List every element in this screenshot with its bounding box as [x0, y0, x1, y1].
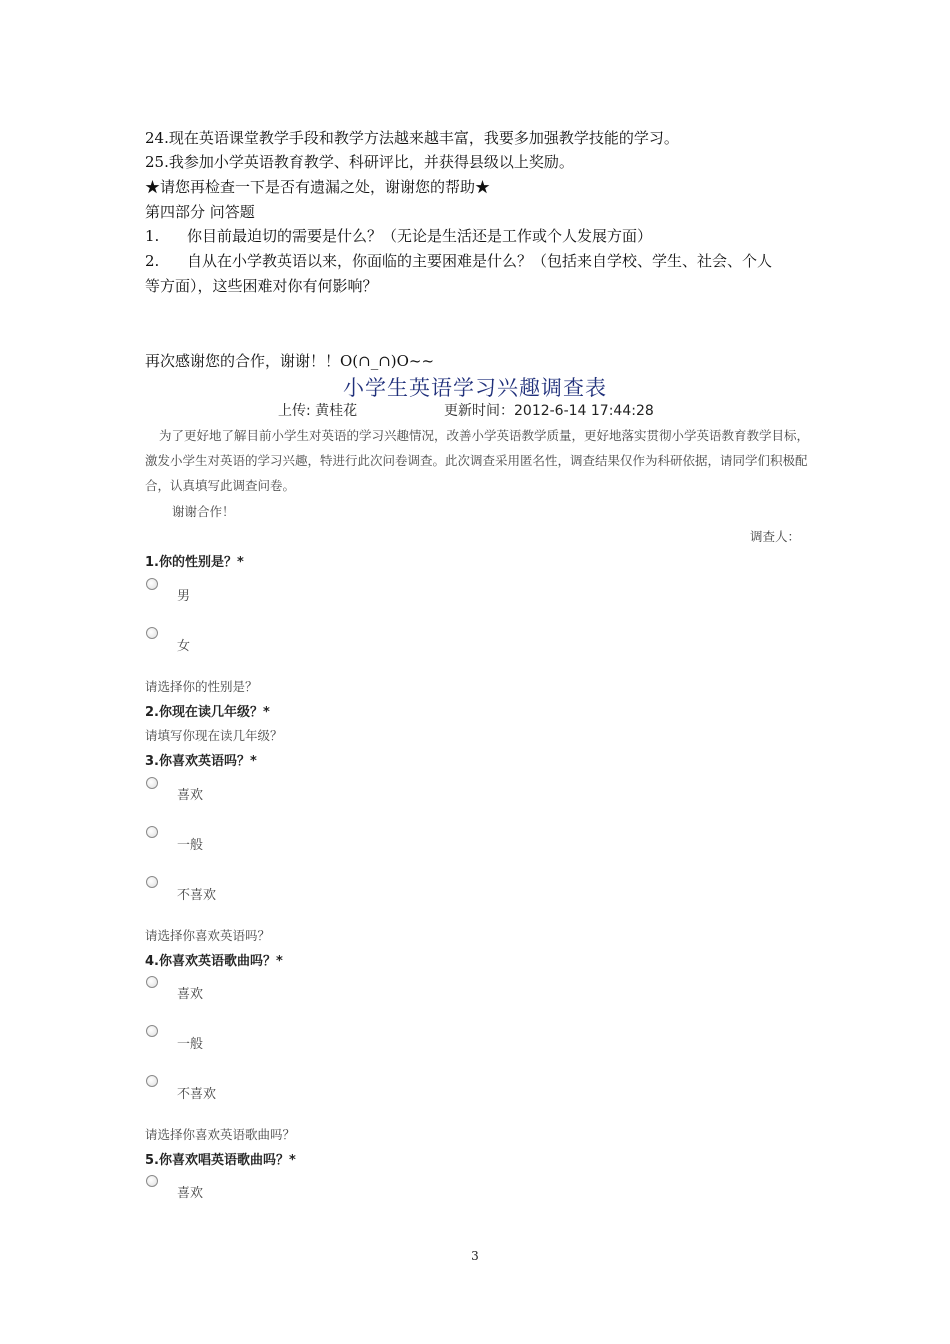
survey-title: 小学生英语学习兴趣调查表 — [343, 376, 607, 400]
check-reminder: ★请您再检查一下是否有遗漏之处，谢谢您的帮助★ — [145, 178, 491, 196]
radio-female[interactable] — [146, 627, 158, 639]
option-female-label: 女 — [177, 639, 191, 654]
part-four-heading: 第四部分 问答题 — [145, 203, 255, 221]
uploader: 上传: 黄桂花 — [278, 403, 358, 419]
option-q4-like-label: 喜欢 — [177, 987, 204, 1002]
option-q4-dislike-label: 不喜欢 — [177, 1087, 217, 1102]
option-male-label: 男 — [177, 589, 191, 604]
open-question-2 — [145, 249, 772, 273]
option-q4-neutral-label: 一般 — [177, 1037, 204, 1052]
open-question-2-continued: 等方面），这些困难对你有何影响？ — [145, 277, 378, 295]
option-q3-neutral-label: 一般 — [177, 838, 204, 853]
question-4-label: 4.你喜欢英语歌曲吗？* — [145, 954, 283, 969]
question-text: 你目前最迫切的需要是什么？（无论是生活还是工作或个人发展方面） — [187, 227, 653, 245]
question-text: 自从在小学教英语以来，你面临的主要困难是什么？（包括来自学校、学生、社会、个人 — [187, 252, 773, 270]
question-2-hint: 请填写你现在读几年级？ — [145, 728, 283, 743]
thanks-line: 再次感谢您的合作，谢谢！！O(∩_∩)O~~ — [145, 352, 435, 370]
question-3-label: 3.你喜欢英语吗？* — [145, 754, 257, 769]
radio-q3-dislike[interactable] — [146, 876, 158, 888]
question-1-hint: 请选择你的性别是？ — [145, 679, 258, 694]
survey-intro: 为了更好地了解目前小学生对英语的学习兴趣情况，改善小学英语教学质量，更好地落实贯彻小学英语教育教学目标，激发小学生对英语的学习兴趣，特进行此次问卷调查。此次调查采用匿名性，调查结果仅作为科研依据，请同学们积极配合，认真填写此调查问卷。 — [145, 428, 810, 493]
question-4-hint: 请选择你喜欢英语歌曲吗？ — [145, 1127, 296, 1142]
item-24: 24.现在英语课堂教学手段和教学方法越来越丰富，我要多加强教学技能的学习。 — [145, 129, 679, 147]
question-number: 2. — [145, 252, 160, 270]
option-q5-like-label: 喜欢 — [177, 1186, 204, 1201]
question-number: 1. — [145, 227, 160, 245]
surveyor-label: 调查人： — [750, 529, 801, 544]
page-number: 3 — [471, 1249, 479, 1263]
radio-q4-neutral[interactable] — [146, 1025, 158, 1037]
question-3-hint: 请选择你喜欢英语吗？ — [145, 928, 271, 943]
question-5-label: 5.你喜欢唱英语歌曲吗？* — [145, 1153, 296, 1168]
question-1-label: 1.你的性别是？* — [145, 555, 244, 570]
option-q3-dislike-label: 不喜欢 — [177, 888, 217, 903]
update-time: 更新时间：2012-6-14 17:44:28 — [444, 403, 654, 419]
radio-male[interactable] — [146, 578, 158, 590]
option-q3-like-label: 喜欢 — [177, 788, 204, 803]
question-2-label: 2.你现在读几年级？* — [145, 705, 270, 720]
radio-q4-like[interactable] — [146, 976, 158, 988]
radio-q3-neutral[interactable] — [146, 826, 158, 838]
radio-q4-dislike[interactable] — [146, 1075, 158, 1087]
radio-q3-like[interactable] — [146, 777, 158, 789]
thank-you-note: 谢谢合作！ — [172, 504, 235, 519]
open-question-1 — [145, 224, 652, 248]
radio-q5-like[interactable] — [146, 1175, 158, 1187]
item-25: 25.我参加小学英语教育教学、科研评比，并获得县级以上奖励。 — [145, 153, 574, 171]
